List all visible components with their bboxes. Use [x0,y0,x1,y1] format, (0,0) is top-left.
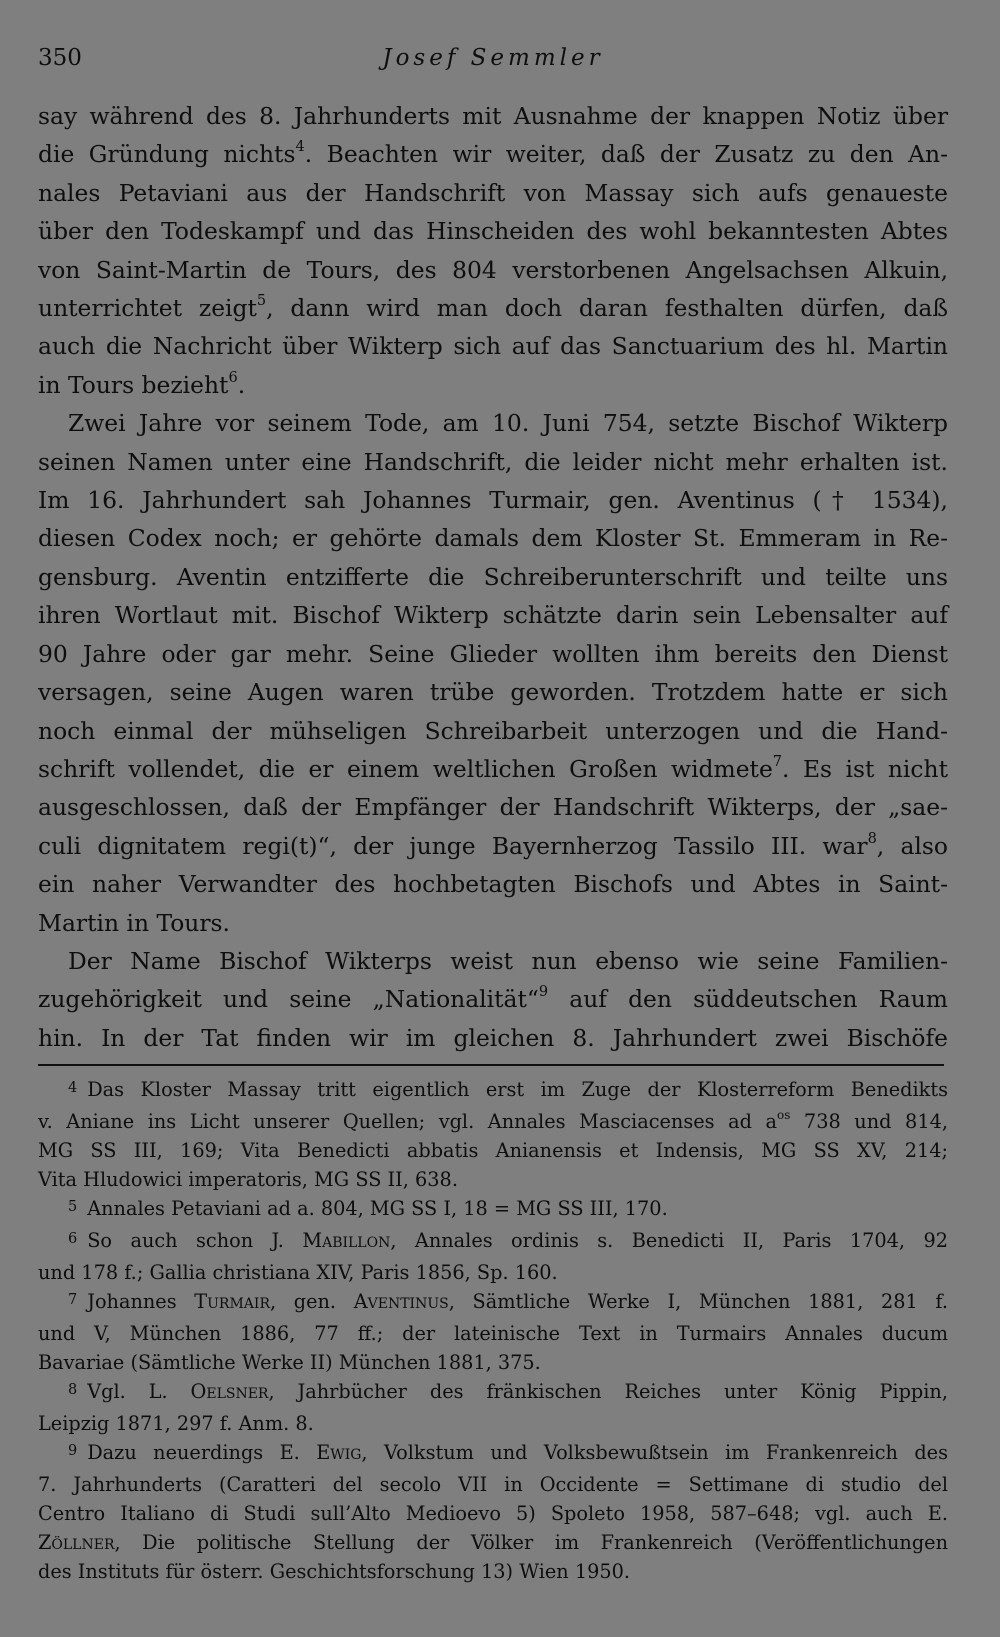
text-line: Zwei Jahre vor seinem Tode, am 10. Juni 754, setzte Bischof Wikterp [68,409,948,438]
footnote-mark: 9 [68,1443,78,1460]
text-line: von Saint-Martin de Tours, des 804 verstorbenen Angelsachsen Alkuin, [38,255,948,284]
footnote-line: 5 Annales Petaviani ad a. 804, MG SS I, 18 = MG SS III, 170. [68,1197,668,1220]
text-line: Der Name Bischof Wikterps weist nun ebenso wie seine Familien- [68,946,948,975]
text-line: versagen, seine Augen waren trübe geworden. Trotzdem hatte er sich [38,678,948,707]
text-line: 90 Jahre oder gar mehr. Seine Glieder wollten ihm bereits den Dienst [38,639,948,668]
footnote-line: Leipzig 1871, 297 f. Anm. 8. [38,1412,314,1435]
text-line: seinen Namen unter eine Handschrift, die leider nicht mehr erhalten ist. [38,447,948,476]
footnote-ref[interactable]: 8 [867,830,877,847]
footnote-8 [38,1377,948,1438]
footnote-divider [38,1064,944,1066]
footnote-line: 7 Johannes Turmair, gen. Aventinus, Sämtliche Werke I, München 1881, 281 f. [68,1290,948,1313]
running-title: Josef Semmler [382,45,604,71]
text-line: ihren Wortlaut mit. Bischof Wikterp schätzte darin sein Lebensalter auf [38,601,948,630]
footnote-line: 6 So auch schon J. Mabillon, Annales ordinis s. Benedicti II, Paris 1704, 92 [68,1229,948,1252]
footnote-line: des Instituts für österr. Geschichtsforschung 13) Wien 1950. [38,1560,631,1583]
footnote-line: Bavariae (Sämtliche Werke II) München 1881, 375. [38,1351,541,1374]
footnote-9 [38,1438,948,1586]
footnote-mark: 6 [68,1231,78,1248]
footnote-mark: 7 [68,1292,78,1309]
footnote-ref[interactable]: 5 [256,293,267,310]
footnote-line: Vita Hludowici imperatoris, MG SS II, 638. [38,1168,458,1191]
footnote-line: Zöllner, Die politische Stellung der Völker im Frankenreich (Veröffentlichungen [38,1531,948,1554]
text-line: schrift vollendet, die er einem weltlichen Großen widmete$^7$. Es ist nicht [38,753,948,783]
footnote-mark: 8 [68,1382,78,1399]
main-text [38,97,948,1057]
footnote-line: und 178 f.; Gallia christiana XIV, Paris 1856, Sp. 160. [38,1261,558,1284]
footnote-line: v. Aniane ins Licht unserer Quellen; vgl. Annales Masciacenses ad $a^{os}$ 738 und 814, [38,1107,948,1133]
text-line: zugehörigkeit und seine „Nationalität“$^9$ auf den süddeutschen Raum [38,984,948,1014]
text-line: auch die Nachricht über Wikterp sich auf das Sanctuarium des hl. Martin [38,332,948,361]
footnote-line: 7. Jahrhunderts (Caratteri del secolo VII in Occidente = Settimane di studio del [38,1473,948,1496]
text-line: ausgeschlossen, daß der Empfänger der Handschrift Wikterps, der „sae- [38,793,948,822]
text-line: gensburg. Aventin entzifferte die Schreiberunterschrift und teilte uns [38,562,948,591]
footnote-ref[interactable]: 9 [538,984,549,1001]
footnote-6 [38,1226,948,1287]
text-line: nales Petaviani aus der Handschrift von Massay sich aufs genaueste [38,178,948,207]
footnote-line: MG SS III, 169; Vita Benedicti abbatis Anianensis et Indensis, MG SS XV, 214; [38,1139,948,1162]
text-line: ein naher Verwandter des hochbetagten Bischofs und Abtes in Saint- [38,870,948,899]
footnote-line: 4 Das Kloster Massay tritt eigentlich erst im Zuge der Klosterreform Benedikts [68,1078,948,1101]
footnote-mark: 5 [68,1199,78,1216]
footnote-5 [38,1194,948,1226]
text-line: die Gründung nichts$^4$. Beachten wir weiter, daß der Zusatz zu den An- [38,139,948,169]
paragraph-1 [38,97,948,404]
text-line: in Tours bezieht$^6$. [38,369,246,399]
footnote-ref[interactable]: 7 [772,753,783,770]
text-line: unterrichtet zeigt$^5$, dann wird man doch daran festhalten dürfen, daß [38,293,948,323]
text-line: say während des 8. Jahrhunderts mit Ausnahme der knappen Notiz über [38,102,948,130]
footnote-line: Centro Italiano di Studi sull’Alto Medioevo 5) Spoleto 1958, 587–648; vgl. auch E. [38,1502,948,1525]
footnote-7 [38,1287,948,1377]
footnote-line: 9 Dazu neuerdings E. Ewig, Volkstum und Volksbewußtsein im Frankenreich des [68,1441,948,1464]
text-line: Im 16. Jahrhundert sah Johannes Turmair, gen. Aventinus († 1534), [38,486,948,515]
text-line: Martin in Tours. [38,908,230,937]
footnote-ref[interactable]: 4 [295,139,305,156]
footnote-4 [38,1075,948,1194]
footnote-ref[interactable]: 6 [228,369,238,386]
paragraph-2 [38,404,948,942]
footnote-line: 8 Vgl. L. Oelsner, Jahrbücher des fränkischen Reiches unter König Pippin, [68,1380,948,1403]
text-line: diesen Codex noch; er gehörte damals dem Kloster St. Emmeram in Re- [38,524,948,553]
page-number: 350 [38,45,82,71]
footnote-line: und V, München 1886, 77 ff.; der lateinische Text in Turmairs Annales ducum [38,1322,948,1345]
text-line: noch einmal der mühseligen Schreibarbeit unterzogen und die Hand- [38,716,948,745]
footnote-mark: 4 [68,1080,78,1097]
footnotes [38,1075,948,1586]
paragraph-3 [38,942,948,1057]
running-head [38,38,948,78]
text-line: hin. In der Tat finden wir im gleichen 8. Jahrhundert zwei Bischöfe [38,1023,948,1052]
text-line: über den Todeskampf und das Hinscheiden des wohl bekanntesten Abtes [38,217,948,246]
text-line: culi dignitatem regi(t)“, der junge Bayernherzog Tassilo III. war$^8$, also [38,830,948,860]
